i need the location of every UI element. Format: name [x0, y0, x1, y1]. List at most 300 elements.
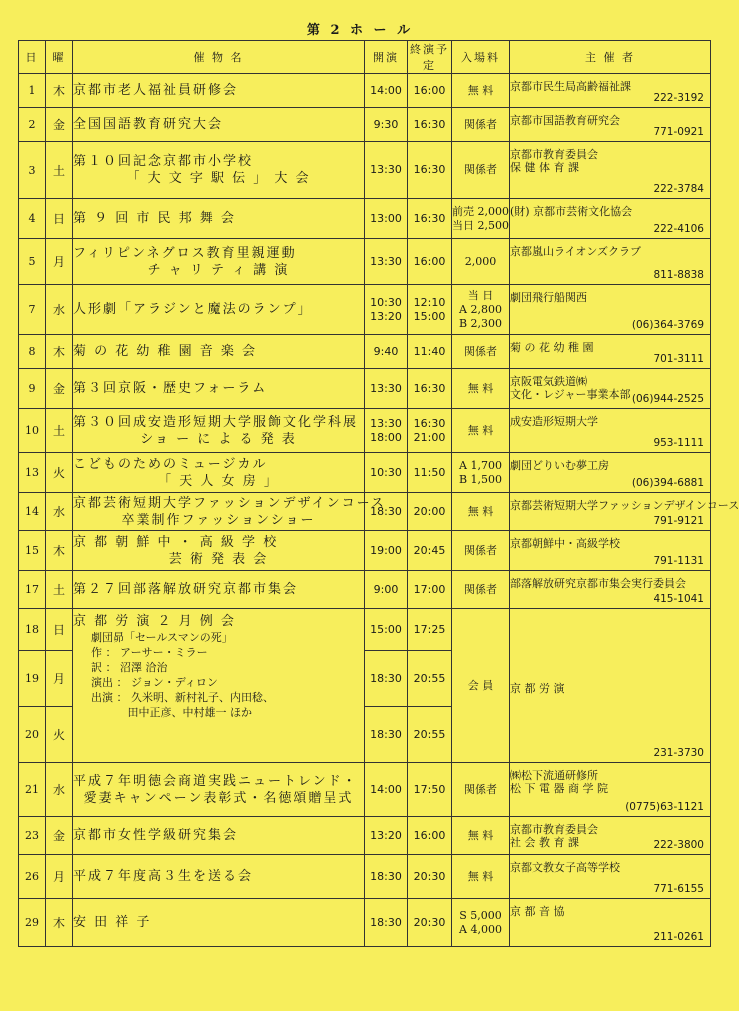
event-name-line: 卒業制作ファッションショー: [121, 512, 316, 528]
organizer-name: [510, 763, 710, 795]
organizer-cell: [510, 763, 711, 817]
start-time-cell: [365, 239, 408, 285]
day-cell: 23: [19, 817, 46, 855]
event-row: [19, 855, 711, 899]
event-row: [19, 142, 711, 199]
day-cell: 13: [19, 453, 46, 493]
end-time-cell: 20:55: [408, 707, 452, 763]
event-row: [19, 239, 711, 285]
weekday-cell: 火: [46, 453, 73, 493]
end-time-cell: [408, 493, 452, 531]
organizer-name: [510, 676, 710, 695]
organizer-phone: 771-0921: [653, 126, 704, 138]
start-time-cell: [365, 108, 408, 142]
end-time: 16:30: [413, 416, 446, 430]
start-time: 18:30: [370, 869, 402, 883]
fee-text: 関係者: [464, 582, 497, 596]
weekday-cell: 日: [46, 609, 73, 651]
fee-cell: [452, 409, 510, 453]
weekday-cell: 月: [46, 855, 73, 899]
organizer-name: [510, 239, 710, 258]
start-time-cell: [365, 817, 408, 855]
fee-text: B 1,500: [458, 472, 503, 486]
weekday-cell: 水: [46, 493, 73, 531]
start-time-cell: [365, 285, 408, 335]
organizer-line: 京都市民生局高齢福祉課: [510, 80, 631, 93]
event-name-line: 京都市女性学級研究集会: [73, 828, 239, 843]
organizer-phone: 415-1041: [653, 593, 704, 605]
day-cell: 10: [19, 409, 46, 453]
event-name-line: 平成７年度高３生を送る会: [73, 869, 254, 884]
end-time: 16:30: [413, 381, 446, 395]
event-name-line: 菊 の 花 幼 稚 園 音 楽 会: [73, 344, 258, 359]
event-name-line: 「 大 文 字 駅 伝 」 大 会: [126, 171, 311, 186]
start-time: 14:00: [370, 83, 402, 97]
end-time-cell: [408, 199, 452, 239]
end-time: 16:30: [413, 211, 446, 225]
organizer-cell: [510, 453, 711, 493]
event-row: [19, 409, 711, 453]
organizer-phone: 791-9121: [653, 515, 704, 527]
event-cell: [73, 239, 365, 285]
organizer-cell: [510, 108, 711, 142]
end-time-cell: [408, 763, 452, 817]
header-dow: 曜: [46, 41, 73, 74]
weekday-cell: 土: [46, 409, 73, 453]
event-cell: [73, 855, 365, 899]
header-event: 催 物 名: [73, 41, 365, 74]
event-row: [19, 74, 711, 108]
organizer-line: 松 下 電 器 商 学 院: [510, 782, 608, 795]
organizer-line: 京都朝鮮中・高級学校: [510, 537, 620, 550]
event-cell: [73, 453, 365, 493]
event-row: [19, 335, 711, 369]
end-time-cell: [408, 531, 452, 571]
organizer-line: 部落解放研究京都市集会実行委員会: [510, 577, 686, 590]
event-cell: [73, 142, 365, 199]
end-time: 12:10: [413, 295, 446, 309]
event-cell: [73, 285, 365, 335]
end-time: 17:00: [413, 582, 446, 596]
day-cell: 8: [19, 335, 46, 369]
event-detail-line: 出演 ： 久米明、新村礼子、内田稔、: [91, 691, 274, 704]
event-row: [19, 108, 711, 142]
day-cell: 26: [19, 855, 46, 899]
organizer-name: [510, 199, 710, 218]
start-time: 10:30: [370, 465, 402, 479]
event-row: [19, 571, 711, 609]
start-time: 18:30: [370, 915, 402, 929]
end-time: 15:00: [413, 309, 446, 323]
event-cell: [73, 763, 365, 817]
organizer-cell: [510, 199, 711, 239]
organizer-phone: 791-1131: [653, 555, 704, 567]
organizer-phone: (06)394-6881: [631, 477, 704, 489]
start-time-cell: [365, 142, 408, 199]
organizer-cell: [510, 817, 711, 855]
end-time: 16:30: [413, 163, 446, 176]
fee-cell: [452, 817, 510, 855]
end-time-cell: [408, 108, 452, 142]
fee-text: 無 料: [467, 381, 494, 395]
organizer-line: 劇団どりいむ夢工房: [510, 459, 609, 472]
start-time: 13:20: [370, 828, 402, 842]
fee-cell: [452, 285, 510, 335]
start-time: 13:30: [370, 381, 402, 395]
end-time-cell: [408, 74, 452, 108]
day-cell: 1: [19, 74, 46, 108]
day-cell: 18: [19, 609, 46, 651]
start-time-cell: 18:30: [365, 707, 408, 763]
organizer-line: (財) 京都市芸術文化協会: [510, 205, 633, 218]
header-row: [19, 41, 711, 74]
end-time-cell: [408, 899, 452, 947]
start-time: 13:00: [370, 211, 402, 225]
event-name-line: ショ ー に よ る 発 表: [140, 431, 297, 447]
event-row: [19, 899, 711, 947]
weekday-cell: 金: [46, 108, 73, 142]
end-time-cell: [408, 571, 452, 609]
weekday-cell: 水: [46, 285, 73, 335]
schedule-table: [18, 40, 739, 947]
event-name-line: 人形劇「アラジンと魔法のランプ」: [73, 302, 313, 317]
event-name-line: チ ャ リ テ ィ 講 演: [147, 262, 290, 278]
event-row: [19, 817, 711, 855]
event-detail-line: 田中正彦、中村雄一 ほか: [91, 706, 252, 719]
header-start: 開演: [365, 41, 408, 74]
event-name-line: 第 ９ 回 市 民 邦 舞 会: [73, 211, 236, 226]
end-time: 16:00: [413, 828, 446, 842]
organizer-cell: [510, 899, 711, 947]
day-cell: 15: [19, 531, 46, 571]
header-day: 日: [19, 41, 46, 74]
organizer-line: 京 都 労 演: [510, 682, 565, 695]
organizer-line: 京都市教育委員会: [510, 823, 598, 836]
event-cell: [73, 335, 365, 369]
hall-title: 第 2 ホ ー ル: [306, 23, 414, 38]
event-name-line: 全国国語教育研究大会: [73, 117, 224, 132]
weekday-cell: 木: [46, 335, 73, 369]
event-cell: [73, 74, 365, 108]
event-row: [19, 531, 711, 571]
end-time: 20:30: [413, 915, 446, 929]
organizer-phone: 222-3192: [653, 92, 704, 104]
organizer-cell: [510, 239, 711, 285]
fee-cell: [452, 855, 510, 899]
event-name-line: 京都芸術短期大学ファッションデザインコース: [73, 495, 386, 511]
weekday-cell: 金: [46, 817, 73, 855]
organizer-cell: [510, 285, 711, 335]
fee-cell: [452, 531, 510, 571]
day-cell: 9: [19, 369, 46, 409]
organizer-name: [510, 142, 710, 174]
start-time: 13:20: [370, 309, 402, 323]
event-cell: [73, 899, 365, 947]
fee-cell: [452, 142, 510, 199]
start-time-cell: [365, 74, 408, 108]
start-time: 19:00: [370, 543, 402, 557]
start-time: 9:00: [373, 582, 399, 596]
start-time-cell: [365, 335, 408, 369]
day-cell: 20: [19, 707, 46, 763]
day-cell: 14: [19, 493, 46, 531]
end-time: 20:45: [413, 543, 446, 557]
end-time-cell: [408, 453, 452, 493]
fee-cell: [452, 108, 510, 142]
organizer-line: 保 健 体 育 課: [510, 161, 579, 174]
organizer-name: [510, 493, 739, 512]
day-cell: 4: [19, 199, 46, 239]
start-time-cell: [365, 409, 408, 453]
organizer-phone: 771-6155: [653, 883, 704, 895]
header-fee: 入場料: [452, 41, 510, 74]
start-time: 14:00: [370, 782, 402, 796]
fee-text: A 2,800: [459, 302, 502, 316]
day-cell: 21: [19, 763, 46, 817]
fee-text: 当日 2,500: [452, 218, 509, 232]
organizer-cell: [510, 74, 711, 108]
end-time-cell: 20:55: [408, 651, 452, 707]
event-row-grouped: [19, 609, 711, 651]
fee-text: 関係者: [464, 782, 497, 796]
organizer-line: 社 会 教 育 課: [510, 836, 579, 849]
start-time: 10:30: [370, 295, 402, 309]
fee-text: 無 料: [467, 423, 494, 437]
event-detail-line: 訳 ： 沼澤 洽治: [91, 661, 168, 674]
fee-cell: [452, 571, 510, 609]
end-time: 11:40: [413, 344, 446, 358]
start-time: 18:00: [370, 430, 402, 444]
event-row: [19, 493, 711, 531]
fee-text: 関係者: [464, 163, 497, 176]
fee-cell: [452, 335, 510, 369]
event-name-line: こどものためのミュージカル: [73, 456, 268, 472]
event-name-line: 第３回京阪・歴史フォーラム: [73, 381, 268, 396]
end-time-cell: [408, 239, 452, 285]
organizer-line: 菊 の 花 幼 稚 園: [510, 341, 594, 354]
organizer-phone: 222-4106: [653, 223, 704, 235]
fee-text: 無 料: [467, 504, 494, 518]
organizer-cell: [510, 142, 711, 199]
day-cell: 17: [19, 571, 46, 609]
organizer-line: 京都市国語教育研究会: [510, 114, 620, 127]
organizer-phone: 953-1111: [653, 437, 704, 449]
event-cell: [73, 609, 365, 763]
organizer-name: [510, 409, 710, 428]
start-time-cell: [365, 199, 408, 239]
event-cell: [73, 369, 365, 409]
organizer-phone: 222-3784: [653, 183, 704, 195]
organizer-phone: 701-3111: [653, 353, 704, 365]
fee-text: S 5,000: [459, 908, 502, 922]
end-time: 16:30: [413, 117, 446, 131]
organizer-name: [510, 855, 710, 874]
day-cell: 19: [19, 651, 46, 707]
start-time-cell: 18:30: [365, 651, 408, 707]
weekday-cell: 木: [46, 531, 73, 571]
event-name-line: 京 都 朝 鮮 中 ・ 高 級 学 校: [73, 534, 279, 550]
end-time-cell: [408, 142, 452, 199]
organizer-phone: 211-0261: [653, 931, 704, 943]
organizer-name: [510, 453, 710, 472]
event-name-line: 第３０回成安造形短期大学服飾文化学科展: [73, 414, 359, 430]
event-name-line: 安 田 祥 子: [73, 915, 152, 930]
start-time-cell: [365, 531, 408, 571]
header-org: 主 催 者: [510, 41, 711, 74]
organizer-line: 京都芸術短期大学ファッションデザインコース: [510, 499, 739, 512]
fee-text: 関係者: [464, 543, 497, 557]
fee-cell: [452, 493, 510, 531]
organizer-line: 京都嵐山ライオンズクラブ: [510, 245, 642, 258]
fee-text: 関係者: [464, 117, 497, 131]
fee-cell: [452, 763, 510, 817]
organizer-line: 京都文教女子高等学校: [510, 861, 620, 874]
event-row: [19, 453, 711, 493]
event-cell: [73, 571, 365, 609]
day-cell: 3: [19, 142, 46, 199]
organizer-line: 京 都 音 協: [510, 905, 565, 918]
event-name-line: 京 都 労 演 ２ 月 例 会: [73, 614, 236, 629]
start-time-cell: 15:00: [365, 609, 408, 651]
organizer-phone: (06)364-3769: [631, 319, 704, 331]
day-cell: 5: [19, 239, 46, 285]
start-time: 13:30: [370, 163, 402, 176]
organizer-name: [510, 108, 710, 127]
start-time: 9:30: [373, 117, 399, 131]
end-time: 11:50: [413, 465, 446, 479]
organizer-phone: 231-3730: [653, 747, 704, 759]
fee-cell: [452, 239, 510, 285]
day-cell: 29: [19, 899, 46, 947]
fee-text: 2,000: [464, 254, 497, 268]
end-time-cell: [408, 369, 452, 409]
event-name-line: 平成７年明徳会商道実践ニュートレンド・: [73, 773, 358, 789]
weekday-cell: 金: [46, 369, 73, 409]
fee-cell: [452, 199, 510, 239]
organizer-line: 文化・レジャー事業本部: [510, 388, 631, 401]
weekday-cell: 日: [46, 199, 73, 239]
event-name-line: 京都市老人福祉員研修会: [73, 83, 239, 98]
fee-cell: [452, 453, 510, 493]
organizer-line: 劇団飛行船関西: [510, 291, 587, 304]
fee-text: 当 日: [467, 288, 494, 302]
organizer-line: 成安造形短期大学: [510, 415, 598, 428]
event-row: [19, 763, 711, 817]
start-time-cell: [365, 855, 408, 899]
fee-cell: [452, 369, 510, 409]
start-time: 9:40: [373, 344, 399, 358]
fee-text: 無 料: [467, 828, 494, 842]
organizer-line: ㈱松下流通研修所: [510, 769, 598, 782]
event-detail-line: 演出 ： ジョン・ディロン: [91, 676, 218, 689]
end-time-cell: [408, 855, 452, 899]
organizer-line: 京都市教育委員会: [510, 148, 598, 161]
event-cell: [73, 531, 365, 571]
end-time-cell: [408, 409, 452, 453]
start-time-cell: [365, 899, 408, 947]
weekday-cell: 木: [46, 899, 73, 947]
weekday-cell: 火: [46, 707, 73, 763]
weekday-cell: 月: [46, 239, 73, 285]
organizer-name: [510, 899, 710, 918]
start-time-cell: [365, 453, 408, 493]
organizer-cell: [510, 409, 711, 453]
event-name-line: 芸 術 発 表 会: [168, 551, 269, 567]
start-time-cell: [365, 763, 408, 817]
fee-text: A 4,000: [459, 922, 502, 936]
organizer-phone: 222-3800: [653, 839, 704, 851]
fee-text: B 2,300: [458, 316, 503, 330]
organizer-name: [510, 335, 710, 354]
organizer-cell: [510, 609, 711, 763]
start-time: 13:30: [370, 254, 402, 268]
organizer-name: [510, 531, 710, 550]
end-time: 17:50: [413, 782, 446, 796]
event-row: [19, 199, 711, 239]
fee-text: 無 料: [467, 869, 494, 883]
organizer-phone: (06)944-2525: [631, 393, 704, 405]
organizer-name: [510, 285, 710, 304]
fee-text: 無 料: [467, 83, 494, 97]
end-time: 20:00: [413, 504, 446, 518]
end-time: 16:00: [413, 254, 446, 268]
organizer-phone: (0775)63-1121: [625, 801, 704, 813]
end-time-cell: [408, 817, 452, 855]
start-time: 18:30: [370, 504, 402, 518]
organizer-cell: [510, 335, 711, 369]
event-name-line: 第１０回記念京都市小学校: [73, 154, 254, 169]
organizer-cell: [510, 369, 711, 409]
end-time: 16:00: [413, 83, 446, 97]
organizer-name: [510, 74, 710, 93]
header-end: 終演予定: [408, 41, 452, 74]
organizer-cell: [510, 531, 711, 571]
organizer-cell: [510, 493, 739, 531]
end-time: 21:00: [413, 430, 446, 444]
end-time-cell: 17:25: [408, 609, 452, 651]
fee-cell: [452, 74, 510, 108]
event-name-line: 「 天 人 女 房 」: [158, 473, 279, 489]
event-detail-line: 劇団昴「セールスマンの死」: [91, 631, 233, 644]
event-detail-line: 作 ： アーサー・ミラー: [91, 646, 208, 659]
event-row: [19, 285, 711, 335]
organizer-cell: [510, 571, 711, 609]
start-time-cell: [365, 571, 408, 609]
fee-text: A 1,700: [459, 458, 502, 472]
event-name-line: 第２７回部落解放研究京都市集会: [73, 582, 299, 597]
event-cell: [73, 199, 365, 239]
day-cell: 7: [19, 285, 46, 335]
organizer-line: 京阪電気鉄道㈱: [510, 375, 587, 388]
end-time: 20:30: [413, 869, 446, 883]
start-time-cell: [365, 369, 408, 409]
end-time-cell: [408, 335, 452, 369]
weekday-cell: 水: [46, 763, 73, 817]
weekday-cell: 月: [46, 651, 73, 707]
event-name-line: フィリピンネグロス教育里親運動: [73, 245, 297, 261]
event-row: [19, 369, 711, 409]
weekday-cell: 土: [46, 142, 73, 199]
event-cell: [73, 409, 365, 453]
event-name-line: 愛妻キャンペーン表彰式・名徳頌贈呈式: [83, 790, 354, 806]
fee-cell: 会 員: [452, 609, 510, 763]
end-time-cell: [408, 285, 452, 335]
weekday-cell: 土: [46, 571, 73, 609]
event-cell: [73, 817, 365, 855]
organizer-cell: [510, 855, 711, 899]
event-cell: [73, 108, 365, 142]
day-cell: 2: [19, 108, 46, 142]
